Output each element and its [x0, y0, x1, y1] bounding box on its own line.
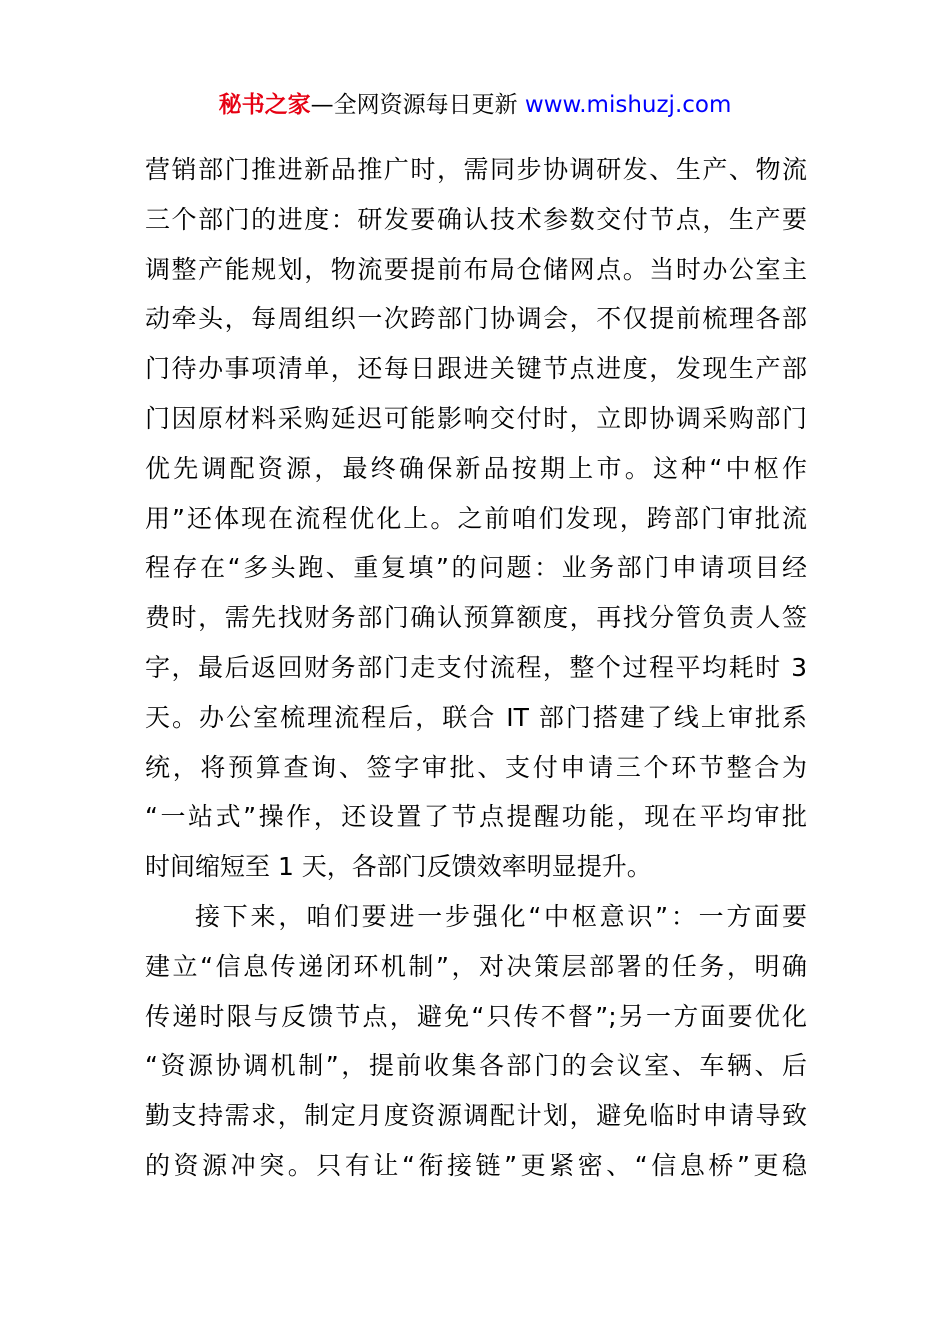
text-line: 费时，需先找财务部门确认预算额度，再找分管负责人签: [145, 603, 807, 633]
text-line: “资源协调机制”，提前收集各部门的会议室、车辆、后: [145, 1051, 807, 1081]
text-line: 三个部门的进度：研发要确认技术参数交付节点，生产要: [145, 204, 807, 234]
text-line: 程存在“多头跑、重复填”的问题：业务部门申请项目经: [145, 553, 807, 583]
paragraph: [145, 892, 807, 1191]
text-line: 用”还体现在流程优化上。之前咱们发现，跨部门审批流: [145, 503, 807, 533]
text-line: 天。办公室梳理流程后，联合 IT 部门搭建了线上审批系: [145, 702, 807, 732]
text-line: 建立“信息传递闭环机制”，对决策层部署的任务，明确: [145, 951, 807, 981]
text-line: 营销部门推进新品推广时，需同步协调研发、生产、物流: [145, 155, 807, 184]
text-line: 接下来，咱们要进一步强化“中枢意识”：一方面要: [195, 901, 807, 931]
text-line: “一站式”操作，还设置了节点提醒功能，现在平均审批: [145, 802, 807, 832]
text-line: 时间缩短至 1 天，各部门反馈效率明显提升。: [145, 852, 652, 882]
text-line: 调整产能规划，物流要提前布局仓储网点。当时办公室主: [145, 254, 807, 284]
text-line: 优先调配资源，最终确保新品按期上市。这种“中枢作: [145, 453, 807, 483]
site-brand: 秘书之家: [218, 92, 311, 118]
paragraph: [145, 145, 807, 892]
text-line: 的资源冲突。只有让“衔接链”更紧密、“信息桥”更稳: [145, 1150, 807, 1180]
text-line: 动牵头，每周组织一次跨部门协调会，不仅提前梳理各部: [145, 304, 807, 334]
site-url-link[interactable]: www.mishuzj.com: [524, 92, 732, 118]
site-header: [0, 88, 950, 122]
text-line: 勤支持需求，制定月度资源调配计划，避免临时申请导致: [145, 1101, 807, 1131]
document-body: [145, 145, 807, 1191]
text-line: 门因原材料采购延迟可能影响交付时，立即协调采购部门: [145, 403, 807, 433]
text-line: 门待办事项清单，还每日跟进关键节点进度，发现生产部: [145, 354, 807, 384]
text-line: 传递时限与反馈节点，避免“只传不督”;另一方面要优化: [145, 1001, 807, 1031]
site-tagline: —全网资源每日更新: [310, 92, 518, 118]
text-line: 统，将预算查询、签字审批、支付申请三个环节整合为: [145, 752, 807, 782]
text-line: 字，最后返回财务部门走支付流程，整个过程平均耗时 3: [145, 652, 807, 682]
